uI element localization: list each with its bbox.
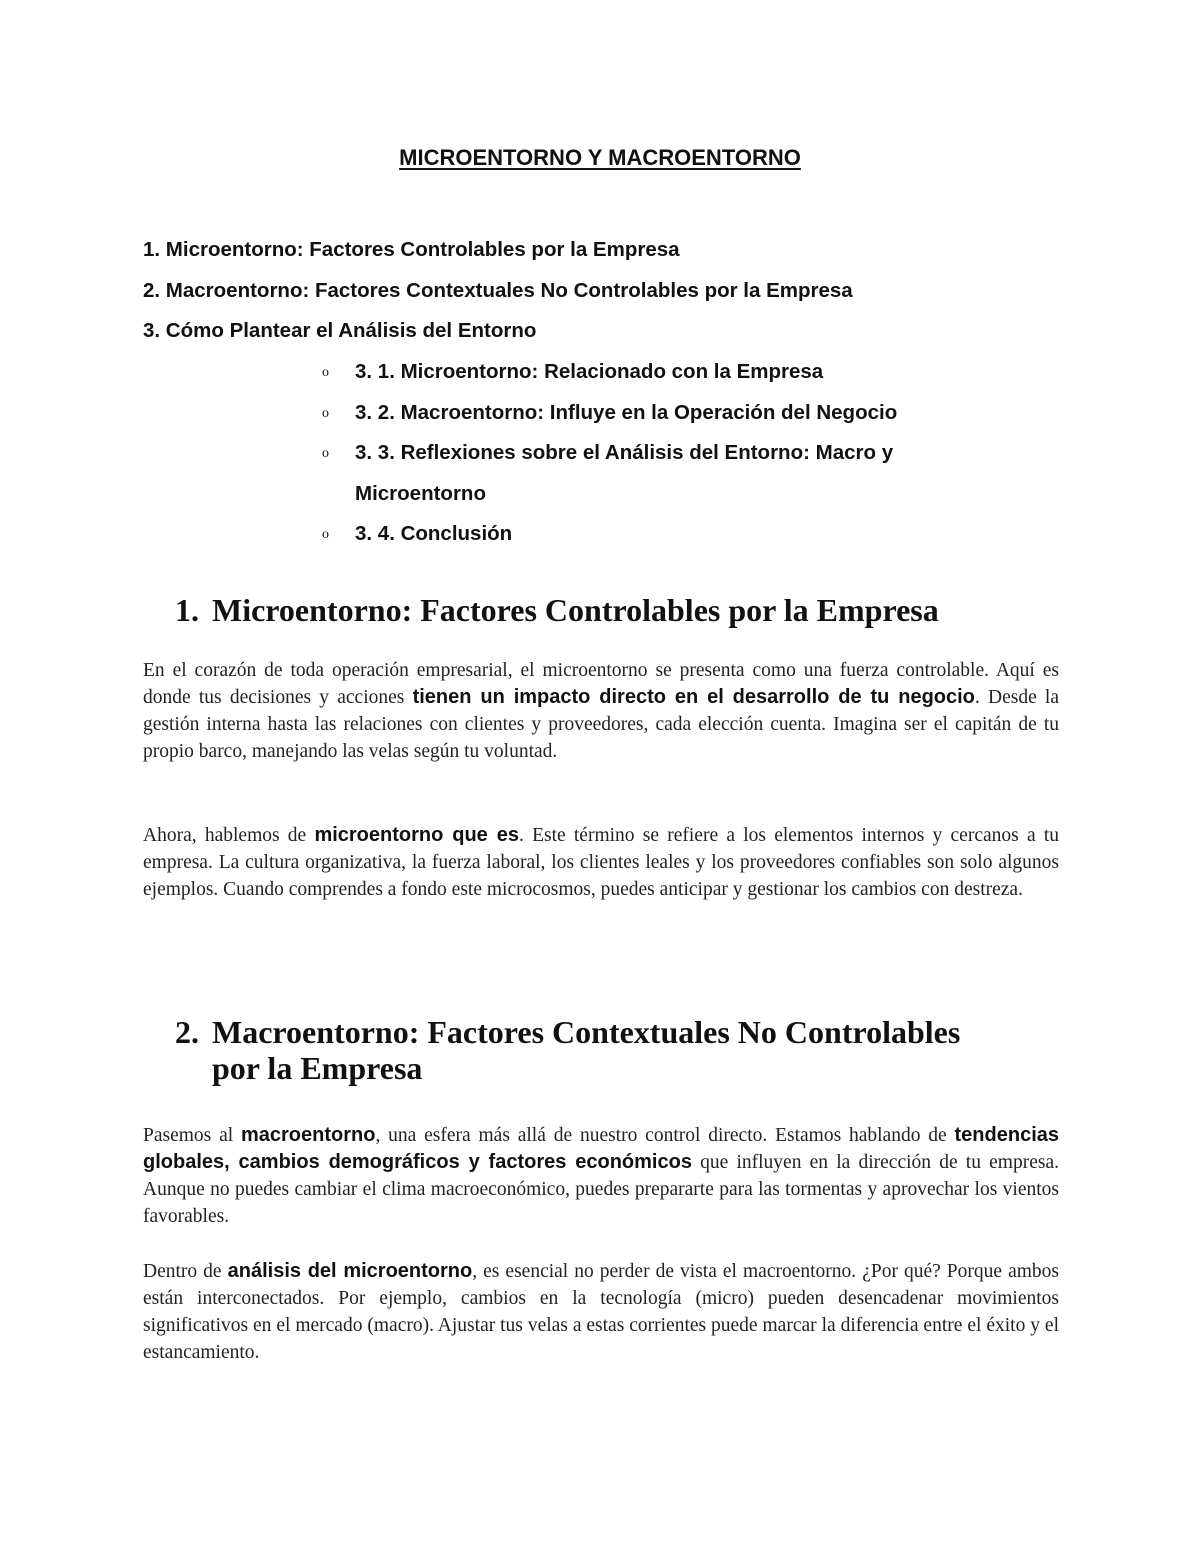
section-title-line-2: por la Empresa [212,1050,423,1086]
section-number: 1. [175,592,199,628]
toc-subitem-3-3-continued[interactable]: Microentorno [355,482,486,505]
toc-subitem-label: 3. 3. Reflexiones sobre el Análisis del Entorno: Macro y [355,441,894,464]
bold-phrase: tendencias globales, cambios demográficos y factores económicos [143,1124,1059,1173]
bold-phrase: análisis del microentorno [227,1260,473,1282]
text-run: Pasemos al [143,1125,241,1146]
section-2-paragraph-1 [143,1122,1059,1230]
section-1-heading [175,592,1075,628]
text-run: Ahora, hablemos de [143,825,315,846]
toc-subitem-3-1[interactable] [322,359,823,386]
bold-phrase: tienen un impacto directo en el desarrollo de tu negocio [412,686,975,708]
bullet-icon: o [322,526,329,542]
section-1-paragraph-2 [143,822,1059,903]
toc-subitem-label: 3. 1. Microentorno: Relacionado con la Empresa [355,360,824,383]
bullet-icon: o [322,405,329,421]
bullet-icon: o [322,364,329,380]
text-run: Dentro de [143,1261,228,1282]
text-run: , es esencial no perder de vista el macroentorno. ¿Por qué? Porque ambos están interconectados. Por ejemplo, cambios en la tecnología (micro) pueden desencadenar movimientos significativos en el mercado (macro). Ajustar tus velas a estas corrientes puede marcar la diferencia entre el éxito y el estancamiento. [143,1261,1059,1363]
toc-item-1[interactable]: 1. Microentorno: Factores Controlables por la Empresa [143,238,680,261]
section-2-heading [175,1014,1075,1086]
text-run: . Este término se refiere a los elementos internos y cercanos a tu empresa. La cultura organizativa, la fuerza laboral, los clientes leales y los proveedores confiables son solo algunos ejemplos. Cuando comprendes a fondo este microcosmos, puedes anticipar y gestionar los cambios con destreza. [143,825,1059,900]
toc-subitem-label: 3. 2. Macroentorno: Influye en la Operación del Negocio [355,401,898,424]
section-1-paragraph-1 [143,657,1059,765]
section-2-paragraph-2 [143,1258,1059,1366]
bold-phrase: microentorno que es [314,824,519,846]
section-number: 2. [175,1014,199,1050]
bold-phrase: macroentorno [240,1124,376,1146]
toc-subitem-3-4[interactable] [322,521,512,548]
text-run: . Desde la gestión interna hasta las relaciones con clientes y proveedores, cada elección cuenta. Imagina ser el capitán de tu propio barco, manejando las velas según tu voluntad. [143,687,1060,762]
toc-subitem-3-3[interactable] [322,440,893,467]
section-title: Microentorno: Factores Controlables por la Empresa [212,592,939,628]
toc-subitem-label: 3. 4. Conclusión [355,522,513,545]
text-run: En el corazón de toda operación empresarial, el microentorno se presenta como una fuerza controlable. Aquí es donde tus decisiones y acciones [143,660,1059,708]
toc-item-2[interactable]: 2. Macroentorno: Factores Contextuales No Controlables por la Empresa [143,279,853,302]
toc-item-3[interactable]: 3. Cómo Plantear el Análisis del Entorno [143,319,537,342]
document-title: MICROENTORNO Y MACROENTORNO [399,145,801,170]
text-run: , una esfera más allá de nuestro control directo. Estamos hablando de [375,1125,955,1146]
toc-subitem-3-2[interactable] [322,400,897,427]
bullet-icon: o [322,445,329,461]
section-title-line-1: Macroentorno: Factores Contextuales No Controlables [212,1014,961,1050]
text-run: que influyen en la dirección de tu empresa. Aunque no puedes cambiar el clima macroeconómico, puedes prepararte para las tormentas y aprovechar los vientos favorables. [143,1152,1059,1227]
